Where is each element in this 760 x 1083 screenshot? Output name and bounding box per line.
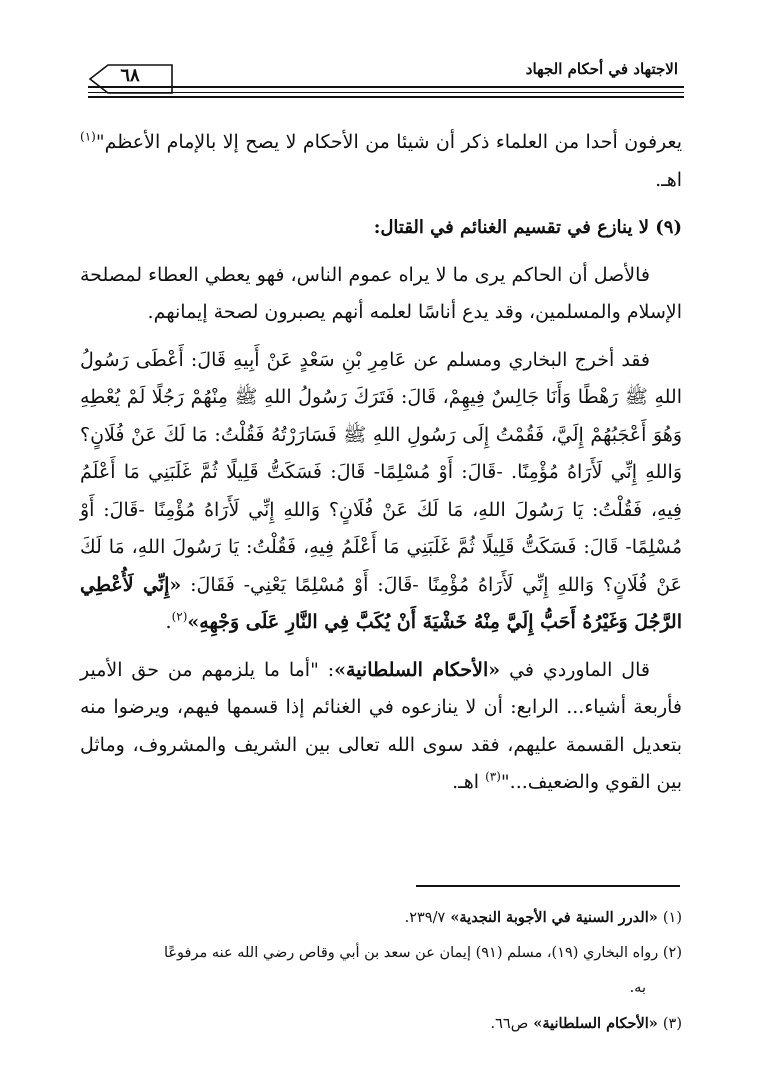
hadith-text: فقد أخرج البخاري ومسلم عن عَامِرِ بْنِ سَعْدٍ عَنْ أَبِيهِ قَالَ: أَعْطَى رَسُولُ اللهِ ﷺ رَهْطًا وَأَنَا جَالِسٌ فِيهِمْ، قَالَ: فَتَرَكَ رَسُولُ اللهِ ﷺ مِنْهُمْ رَجُلًا لَمْ يُعْطِهِ وَهُوَ أَعْجَبُهُمْ إِلَيَّ، فَقُمْتُ إِلَى رَسُولِ اللهِ ﷺ فَسَارَرْتُهُ فَقُلْتُ: مَا لَكَ عَنْ فُلَانٍ؟ وَاللهِ إِنِّي لَأَرَاهُ مُؤْمِنًا. -قَالَ: أَوْ مُسْلِمًا- قَالَ: فَسَكَتُّ قَلِيلًا ثُمَّ غَلَبَنِي مَا أَعْلَمُ فِيهِ، فَقُلْتُ: يَا رَسُولَ اللهِ، مَا لَكَ عَنْ فُلَانٍ؟ وَاللهِ إِنِّي لَأَرَاهُ مُؤْمِنًا -قَالَ: أَوْ مُسْلِمًا- قَالَ: فَسَكَتُّ قَلِيلًا ثُمَّ غَلَبَنِي مَا أَعْلَمُ فِيهِ، فَقُلْتُ: يَا رَسُولَ اللهِ، مَا لَكَ عَنْ فُلَانٍ؟ وَاللهِ إِنِّي لَأَرَاهُ مُؤْمِنًا -قَالَ: أَوْ مُسْلِمًا يَعْنِي- فَقَالَ:	[80, 348, 682, 596]
footnote-text: ص٦٦.	[490, 1016, 529, 1032]
running-title: الاجتهاد في أحكام الجهاد	[525, 60, 678, 78]
footnote-separator	[416, 885, 680, 887]
footnote-text: رواه البخاري (١٩)، مسلم (٩١) إيمان عن سعد بن أبي وقاص رضي الله عنه مرفوعًا	[163, 945, 663, 961]
paragraph-end: اهـ.	[655, 168, 682, 191]
hadith-paragraph	[80, 342, 682, 642]
footnote-text: ٢٣٩/٧.	[404, 910, 446, 926]
footnote-ref: (٣)	[485, 769, 501, 784]
book-title: «الأحكام السلطانية»	[528, 1015, 663, 1032]
paragraph-continuation	[80, 124, 682, 199]
header-rule	[88, 96, 684, 98]
footnote-2-continuation: به.	[629, 980, 646, 996]
mawardi-paragraph	[80, 652, 682, 802]
paragraph: فالأصل أن الحاكم يرى ما لا يراه عموم الناس، فهو يعطي العطاء لمصلحة الإسلام والمسلمين، وقد يدع أناسًا لعلمه أنهم يصبرون لصحة إيمانهم.	[80, 263, 682, 323]
paragraph-end: .	[165, 611, 172, 633]
body-text	[80, 124, 682, 802]
quote-text: : "أما ما يلزمهم من حق الأمير فأربعة أشياء... الرابع: أن لا ينازعوه في الغنائم إذا قسمها فيهم، ويرضوا منه بتعديل القسمة عليهم، فقد سوى الله تعالى بين الشريف والمشروف، وماثل بين القوي والضعيف..."	[80, 658, 682, 793]
footnote-number: (٣)	[662, 1016, 682, 1032]
hadith-quote: «إِنِّي لَأُعْطِي الرَّجُلَ وَغَيْرُهُ أَحَبُّ إِلَيَّ مِنْهُ خَشْيَةَ أَنْ يُكَبَّ فِي النَّارِ عَلَى وَجْهِهِ»	[80, 573, 682, 633]
header-rule	[88, 92, 684, 93]
footnotes	[80, 900, 682, 1042]
footnote-2	[80, 936, 682, 971]
footnote-ref: (١)	[80, 129, 96, 144]
section-subheading: (٩) لا ينازع في تقسيم الغنائم في القتال:	[373, 217, 682, 238]
paragraph-end: اهـ.	[452, 771, 486, 793]
paragraph-text: قال الماوردي في	[500, 658, 650, 681]
footnote-1	[80, 900, 682, 936]
page-number: ٦٨	[120, 65, 140, 86]
paragraph-text: يعرفون أحدا من العلماء ذكر أن شيئا من الأحكام لا يصح إلا بالإمام الأعظم"	[95, 131, 682, 153]
footnote-ref: (٢)	[171, 609, 188, 624]
footnote-3	[80, 1006, 682, 1042]
header-rule	[88, 86, 684, 88]
footnote-number: (١)	[662, 910, 682, 926]
book-title: «الدرر السنية في الأجوبة النجدية»	[445, 909, 663, 926]
book-title: «الأحكام السلطانية»	[334, 658, 501, 681]
footnote-number: (٢)	[662, 945, 682, 961]
